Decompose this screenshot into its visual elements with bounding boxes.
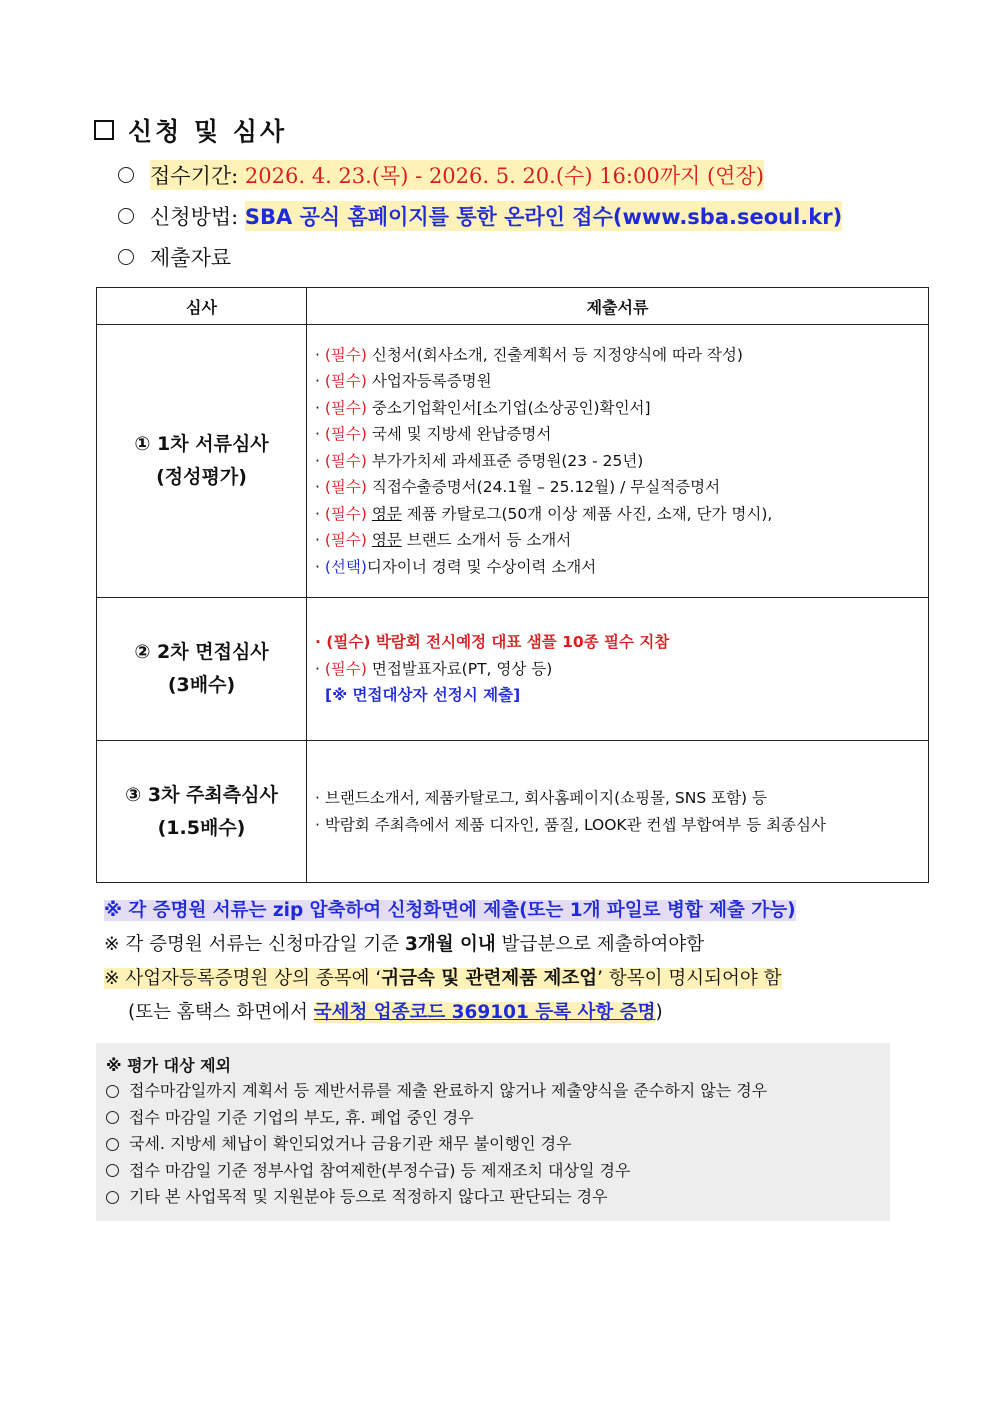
list-item: 접수 마감일 기준 기업의 부도, 휴. 폐업 중인 경우 xyxy=(106,1105,890,1132)
list-item: 접수 마감일 기준 정부사업 참여제한(부정수급) 등 제재조치 대상일 경우 xyxy=(106,1158,890,1185)
header-documents: 제출서류 xyxy=(307,288,929,325)
application-period xyxy=(118,160,764,190)
note-hometax: (또는 홈택스 화면에서 국세청 업종코드 369101 등록 사항 증명) xyxy=(128,1002,663,1023)
list-item: · 브랜드소개서, 제품카탈로그, 회사홈페이지(쇼핑몰, SNS 포함) 등 xyxy=(315,789,767,807)
list-item: · (필수) 국세 및 지방세 완납증명서 xyxy=(315,425,552,444)
checkbox-square-icon xyxy=(94,120,114,140)
list-item: · (필수) 영문 브랜드 소개서 등 소개서 xyxy=(315,531,572,550)
list-item: 접수마감일까지 계획서 등 제반서류를 제출 완료하지 않거나 제출양식을 준수하지 않는 경우 xyxy=(106,1078,890,1105)
table-row xyxy=(97,741,929,883)
exclusion-box xyxy=(96,1043,890,1221)
table-row xyxy=(97,598,929,741)
period-value: 2026. 4. 23.(목) - 2026. 5. 20.(수) 16:00까지 (연장) xyxy=(244,164,764,188)
list-item: · (필수) 사업자등록증명원 xyxy=(315,372,492,391)
stage-cell: ③ 3차 주최측심사 (1.5배수) xyxy=(97,741,307,883)
stage-cell: ② 2차 면접심사 (3배수) xyxy=(97,598,307,741)
list-item: · (필수) 영문 제품 카탈로그(50개 이상 제품 사진, 소재, 단가 명시), xyxy=(315,504,773,523)
list-item: · (필수) 직접수출증명서(24.1월 – 25.12월) / 무실적증명서 xyxy=(315,478,721,497)
documents-cell xyxy=(307,741,929,883)
method-value: SBA 공식 홈페이지를 통한 온라인 접수 xyxy=(244,205,613,229)
circle-bullet-icon xyxy=(118,167,134,183)
circle-bullet-icon xyxy=(106,1138,119,1151)
list-item: · (필수) 박람회 전시예정 대표 샘플 10종 필수 지참 xyxy=(315,633,670,652)
list-item: · 박람회 주최측에서 제품 디자인, 품질, LOOK관 컨셉 부합여부 등 최종심사 xyxy=(315,815,826,834)
list-item: · (필수) 면접발표자료(PT, 영상 등) xyxy=(315,659,553,678)
table-row xyxy=(97,325,929,598)
list-item: · (필수) 부가가치세 과세표준 증명원(23 - 25년) xyxy=(315,451,644,470)
materials-heading: 제출자료 xyxy=(118,242,231,272)
stage-cell: ① 1차 서류심사 (정성평가) xyxy=(97,325,307,598)
list-item: 국세. 지방세 체납이 확인되었거나 금융기관 채무 불이행인 경우 xyxy=(106,1131,890,1158)
review-table xyxy=(96,287,929,883)
list-item: 기타 본 사업목적 및 지원분야 등으로 적정하지 않다고 판단되는 경우 xyxy=(106,1184,890,1211)
note-business-type: ※ 사업자등록증명원 상의 종목에 ‘귀금속 및 관련제품 제조업’ 항목이 명시되어야 함 xyxy=(104,968,782,989)
circle-bullet-icon xyxy=(118,208,134,224)
table-header-row xyxy=(97,288,929,325)
list-item: · (필수) 신청서(회사소개, 진출계획서 등 지정양식에 따라 작성) xyxy=(315,345,743,364)
period-label: 접수기간: xyxy=(150,164,239,188)
circle-bullet-icon xyxy=(118,249,134,265)
documents-cell xyxy=(307,598,929,741)
header-review: 심사 xyxy=(97,288,307,325)
note-issue-period: ※ 각 증명원 서류는 신청마감일 기준 3개월 이내 발급분으로 제출하여야함 xyxy=(104,934,705,955)
note-zip: ※ 각 증명원 서류는 zip 압축하여 신청화면에 제출(또는 1개 파일로 병합 제출 가능) xyxy=(104,900,796,921)
circle-bullet-icon xyxy=(106,1085,119,1098)
circle-bullet-icon xyxy=(106,1111,119,1124)
circle-bullet-icon xyxy=(106,1191,119,1204)
circle-bullet-icon xyxy=(106,1164,119,1177)
exclusion-title: ※ 평가 대상 제외 xyxy=(106,1056,232,1075)
notes-section xyxy=(96,894,929,1030)
method-label: 신청방법: xyxy=(150,205,239,229)
documents-cell xyxy=(307,325,929,598)
list-item: · (선택)디자이너 경력 및 수상이력 소개서 xyxy=(315,557,597,576)
application-method xyxy=(118,201,842,231)
list-item: · (필수) 중소기업확인서[소기업(소상공인)확인서] xyxy=(315,398,651,417)
interview-note: [※ 면접대상자 선정시 제출] xyxy=(325,686,521,705)
section-title: 신청 및 심사 xyxy=(94,112,287,148)
method-url[interactable]: (www.sba.seoul.kr) xyxy=(612,205,843,229)
